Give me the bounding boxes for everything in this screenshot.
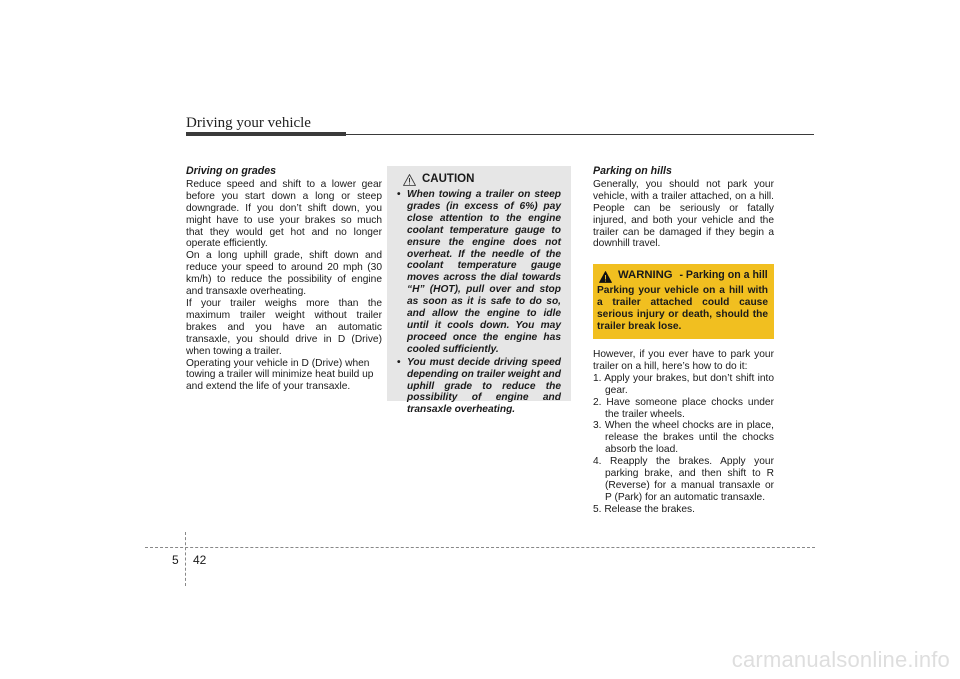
paragraph: On a long uphill grade, shift down and reduce your speed to around 20 mph (30 km/h) to reduce the possibility of engine and transaxle overheating.: [186, 250, 382, 298]
warning-triangle-icon: [599, 271, 612, 283]
caution-item: • When towing a trailer on steep grades (in excess of 6%) pay close attention to the engine coolant temperature gauge to ensure the engine does not overheat. If the needle of the coolant temperature gauge moves across the dial towards “H” (HOT), pull over and stop as soon as it is safe to do so, and allow the engine to idle until it cools down. You may proceed once the engine has cooled sufficiently.: [397, 189, 561, 356]
chapter-number: 5: [172, 553, 179, 567]
steps-list: [593, 373, 774, 516]
caution-title: CAUTION: [422, 173, 475, 186]
header-rule: [186, 134, 814, 135]
section-heading-grades: Driving on grades: [186, 165, 277, 177]
right-column: [593, 166, 774, 516]
page-header-title: Driving your vehicle: [186, 115, 311, 131]
paragraph: If your trailer weighs more than the maximum trailer weight without trailer brakes and you have an automatic transaxle, you should drive in D (Drive) when towing a trailer.: [186, 297, 382, 357]
warning-text: Parking your vehicle on a hill with a trailer attached could cause serious injury or death, should the trailer break lose.: [597, 285, 768, 333]
paragraph: Generally, you should not park your vehicle, with a trailer attached, on a hill. People can be seriously or fatally injured, and both your vehicle and the trailer can be damaged if they begin a downhill travel.: [593, 178, 774, 250]
step-item: 3. When the wheel chocks are in place, release the brakes until the chocks absorb the load.: [593, 420, 774, 456]
warning-title: WARNING: [618, 269, 673, 282]
warning-box: [593, 264, 774, 339]
step-item: 4. Reapply the brakes. Apply your parking brake, and then shift to R (Reverse) for a manual transaxle or P (Park) for an automatic transaxle.: [593, 456, 774, 503]
left-column: [186, 166, 382, 393]
paragraph: Reduce speed and shift to a lower gear before you start down a long or steep downgrade. If you don’t shift down, you might have to use your brakes so much that they would get hot and no longer operate efficiently.: [186, 178, 382, 250]
step-item: 2. Have someone place chocks under the trailer wheels.: [593, 396, 774, 420]
step-item: 5. Release the brakes.: [593, 503, 695, 515]
caution-triangle-icon: [403, 174, 416, 186]
caution-box: [387, 166, 571, 416]
page-number: 42: [193, 553, 207, 567]
section-heading-hills: Parking on hills: [593, 165, 672, 177]
step-item: 1. Apply your brakes, but don’t shift into gear.: [593, 372, 774, 396]
caution-title-row: [403, 174, 561, 186]
caution-list: [397, 189, 561, 416]
caution-item: • You must decide driving speed depending on trailer weight and uphill grade to reduce the possibility of engine and transaxle overheating.: [397, 357, 561, 417]
footer-divider: [185, 532, 186, 586]
warning-title-row: [599, 270, 768, 283]
footer-rule: [145, 547, 815, 548]
paragraph: Operating your vehicle in D (Drive) when towing a trailer will minimize heat build up and extend the life of your transaxle.: [186, 357, 374, 393]
paragraph: However, if you ever have to park your trailer on a hill, here’s how to do it:: [593, 348, 774, 372]
watermark: carmanualsonline.info: [731, 647, 950, 672]
warning-subtitle: - Parking on a hill: [679, 269, 768, 282]
